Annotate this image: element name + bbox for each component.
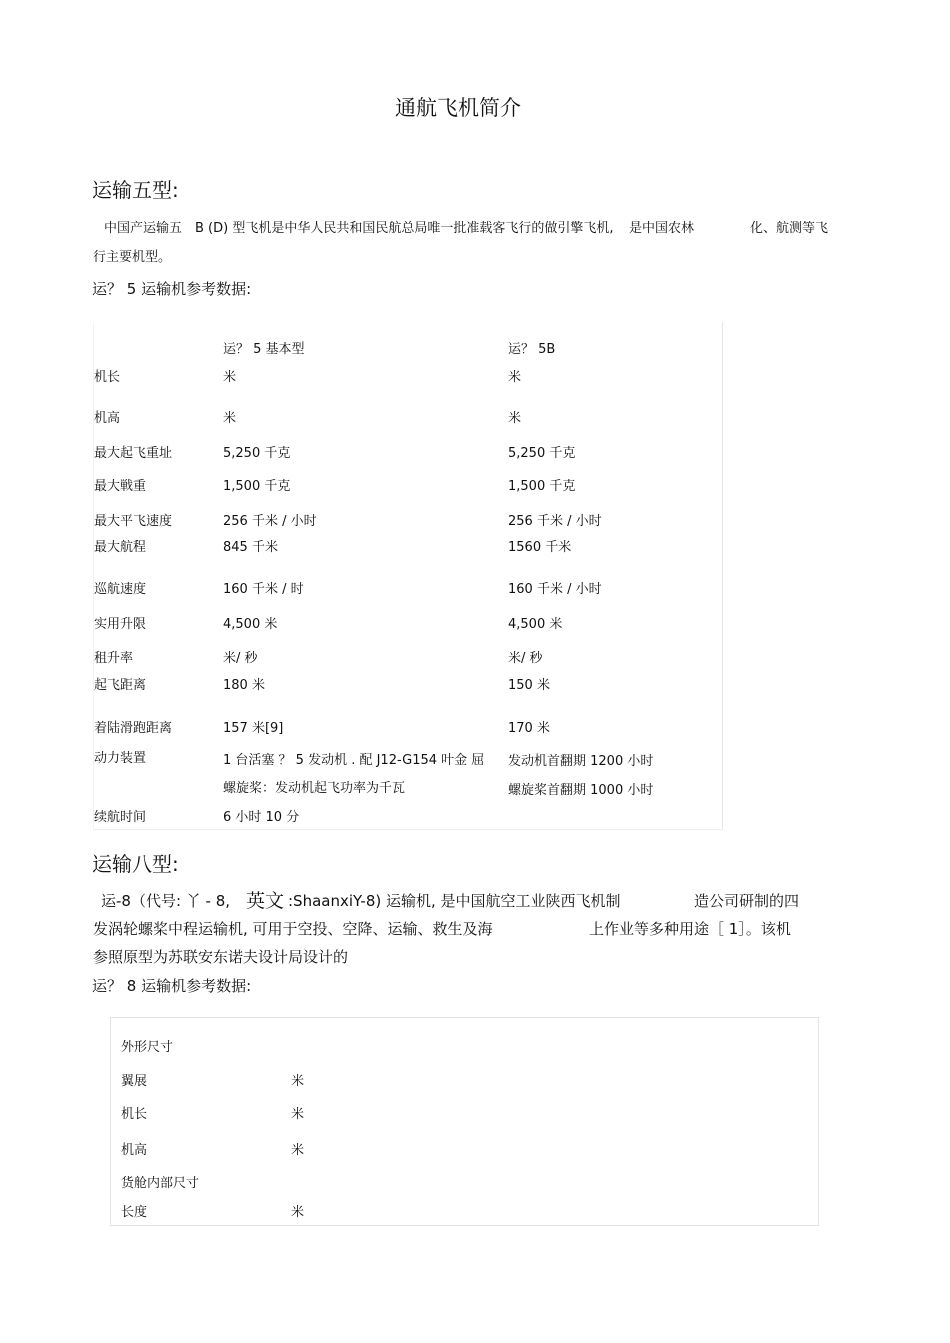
y8-intro-part-a: 运-8（代号: 丫 - 8,: [101, 892, 231, 910]
y5-row-label: 机长: [94, 370, 121, 385]
y5-row-5b: 4,500 米: [508, 617, 563, 632]
y5-row-5b: 发动机首翻期 1200 小时: [508, 754, 654, 769]
y5-row-basic: 6 小时 10 分: [223, 810, 300, 825]
y5-row-5b: 米/ 秒: [508, 651, 543, 666]
y5-row-label: 机高: [94, 411, 121, 426]
y5-table-header-basic: 运？ 5 基本型: [223, 342, 305, 357]
y5-row-basic: 4,500 米: [223, 617, 278, 632]
y8-intro-part-b: 英文: [246, 890, 285, 912]
y8-row-value: 米: [291, 1107, 305, 1122]
y5-table-header-5b: 运？ 5B: [508, 342, 556, 357]
y5-row-basic: 845 千米: [223, 540, 278, 555]
y5-intro-part-b: B (D) 型飞机是中华人民共和国民航总局唯一批准载客飞行的做引擎飞机,: [195, 221, 614, 236]
y5-row-5b: 160 千米 / 小时: [508, 582, 602, 597]
y8-intro-part-c: :ShaanxiY-8) 运输机, 是中国航空工业陕西飞机制: [288, 892, 621, 910]
y5-row-label: 最大航程: [94, 540, 147, 555]
y8-row-label: 翼展: [121, 1074, 148, 1089]
y8-intro-line2-a: 发涡轮螺桨中程运输机, 可用于空投、空降、运输、救生及海: [93, 920, 493, 938]
y5-table-caption: 运？ 5 运输机参考数据:: [92, 280, 252, 298]
y5-row-basic: 螺旋桨：发动机起飞功率为千瓦: [223, 781, 406, 796]
y8-table-caption: 运？ 8 运输机参考数据:: [92, 977, 252, 995]
y5-row-5b: 256 千米 / 小时: [508, 514, 602, 529]
y8-row-value: 米: [291, 1143, 305, 1158]
y8-row-label: 货舱内部尺寸: [121, 1176, 200, 1191]
section-heading-y8: 运输八型:: [92, 852, 179, 876]
y5-row-basic: 5,250 千克: [223, 446, 291, 461]
y5-row-basic: 米/ 秒: [223, 651, 258, 666]
y5-row-5b: 1560 千米: [508, 540, 572, 555]
y5-row-5b: 5,250 千克: [508, 446, 576, 461]
y5-row-5b: 150 米: [508, 678, 550, 693]
y5-row-5b: 170 米: [508, 721, 550, 736]
y8-intro-part-d: 造公司研制的四: [694, 892, 800, 910]
y8-row-value: 米: [291, 1205, 305, 1220]
y5-intro-part-a: 中国产运输五: [104, 221, 183, 236]
y5-row-basic: 157 米[9]: [223, 721, 284, 736]
y5-row-label: 续航时间: [94, 810, 147, 825]
y8-row-label: 机高: [121, 1143, 148, 1158]
y5-row-basic: 米: [223, 370, 237, 385]
y5-row-label: 最大起飞重址: [94, 446, 173, 461]
y5-row-basic: 160 千米 / 时: [223, 582, 304, 597]
y5-row-5b: 1,500 千克: [508, 479, 576, 494]
y8-row-label: 长度: [121, 1205, 148, 1220]
y5-intro-part-d: 化、航测等飞: [750, 221, 829, 236]
y5-intro-line2: 行主要机型。: [93, 250, 172, 265]
y5-row-label: 实用升限: [94, 617, 147, 632]
y8-intro-line2-b: 上作业等多种用途［ 1］。该机: [589, 920, 791, 938]
y8-row-label: 机长: [121, 1107, 148, 1122]
y5-row-label: 起飞距离: [94, 678, 147, 693]
y8-row-label: 外形尺寸: [121, 1040, 174, 1055]
y8-spec-table: [110, 1017, 819, 1226]
y5-row-label: 最大平飞速度: [94, 514, 173, 529]
y5-row-5b: 米: [508, 411, 522, 426]
y5-row-label: 巡航速度: [94, 582, 147, 597]
y5-row-label: 最大戦重: [94, 479, 147, 494]
y5-intro-part-c: 是中国农林: [629, 221, 695, 236]
y5-row-5b: 螺旋桨首翻期 1000 小时: [508, 783, 654, 798]
y5-row-label: 租升率: [94, 651, 134, 666]
y5-row-basic: 1 台活塞 ？ 5 发动机 . 配 J12-G154 叶金 屈: [223, 753, 485, 768]
y8-intro-line3: 参照原型为苏联安东诺夫设计局设计的: [93, 948, 349, 966]
y8-row-value: 米: [291, 1074, 305, 1089]
y5-row-basic: 1,500 千克: [223, 479, 291, 494]
y5-row-label: 着陆滑跑距离: [94, 721, 173, 736]
y5-row-basic: 米: [223, 411, 237, 426]
y5-row-5b: 米: [508, 370, 522, 385]
y5-row-label: 动力装置: [94, 751, 147, 766]
page-title: 通航飞机简介: [395, 96, 521, 120]
y5-row-basic: 180 米: [223, 678, 265, 693]
y5-row-basic: 256 千米 / 小时: [223, 514, 317, 529]
section-heading-y5: 运输五型:: [92, 178, 179, 202]
